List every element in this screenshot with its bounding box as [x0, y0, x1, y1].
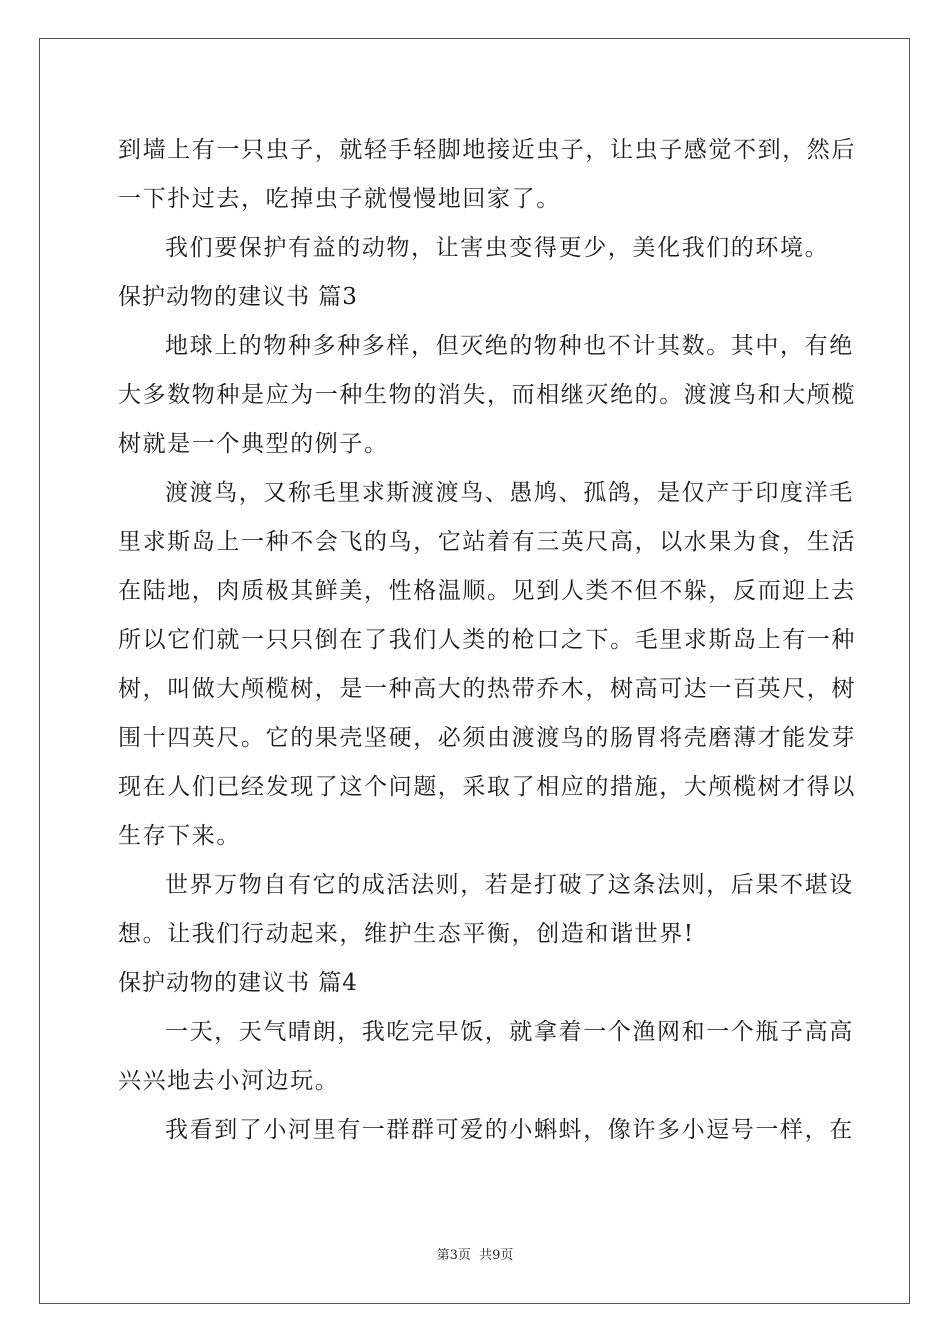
document-body [118, 126, 856, 1155]
page-number: 第3页 [436, 1248, 471, 1263]
text-line: 一下扑过去，吃掉虫子就慢慢地回家了。 [118, 186, 561, 212]
text-line: 大多数物种是应为一种生物的消失，而相继灭绝的。渡渡鸟和大颅榄 [118, 382, 856, 408]
text-line: 我们要保护有益的动物，让害虫变得更少，美化我们的环境。 [165, 235, 830, 261]
text-line: 所以它们就一只只倒在了我们人类的枪口之下。毛里求斯岛上有一种 [118, 627, 856, 653]
text-line: 生存下来。 [118, 823, 241, 849]
text-line: 兴兴地去小河边玩。 [118, 1068, 340, 1094]
text-line: 树，叫做大颅榄树，是一种高大的热带乔木，树高可达一百英尺，树 [118, 676, 856, 702]
page-total: 共9页 [479, 1248, 514, 1263]
text-line: 树就是一个典型的例子。 [118, 431, 389, 457]
section-heading: 保护动物的建议书 篇3 [118, 284, 358, 310]
page-footer [0, 1244, 950, 1263]
text-line: 我看到了小河里有一群群可爱的小蝌蚪，像许多小逗号一样，在 [165, 1117, 854, 1143]
text-line: 在陆地，肉质极其鲜美，性格温顺。见到人类不但不躲，反而迎上去 [118, 578, 856, 604]
text-line: 地球上的物种多种多样，但灭绝的物种也不计其数。其中，有绝 [165, 333, 854, 359]
text-line: 现在人们已经发现了这个问题，采取了相应的措施，大颅榄树才得以 [118, 774, 856, 800]
text-line: 渡渡鸟，又称毛里求斯渡渡鸟、愚鸠、孤鸽，是仅产于印度洋毛 [165, 480, 854, 506]
text-line: 世界万物自有它的成活法则，若是打破了这条法则，后果不堪设 [165, 872, 854, 898]
text-line: 围十四英尺。它的果壳坚硬，必须由渡渡鸟的肠胃将壳磨薄才能发芽 [118, 725, 856, 751]
text-line: 一天，天气晴朗，我吃完早饭，就拿着一个渔网和一个瓶子高高 [165, 1019, 854, 1045]
section-heading: 保护动物的建议书 篇4 [118, 970, 358, 996]
text-line: 想。让我们行动起来，维护生态平衡，创造和谐世界! [118, 921, 695, 947]
text-line: 里求斯岛上一种不会飞的鸟，它站着有三英尺高，以水果为食，生活 [118, 529, 856, 555]
text-line: 到墙上有一只虫子，就轻手轻脚地接近虫子，让虫子感觉不到，然后 [118, 137, 856, 163]
